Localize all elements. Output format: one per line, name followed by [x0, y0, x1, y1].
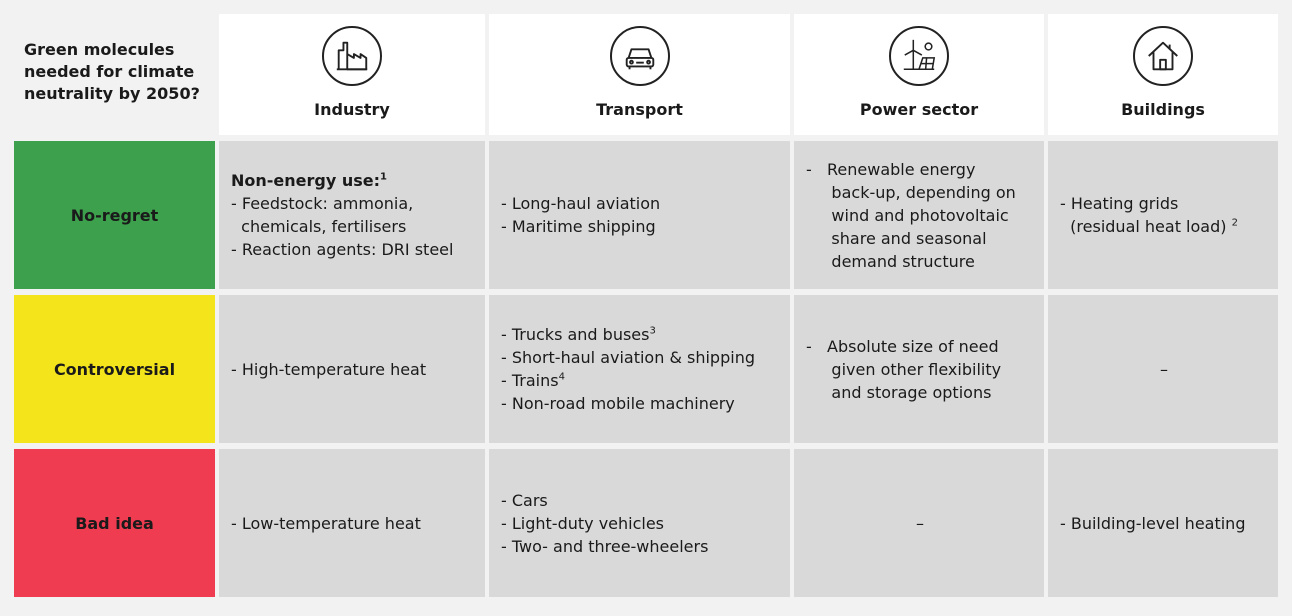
cell-bad-idea-transport — [489, 449, 790, 597]
cell-line: - Light-duty vehicles — [501, 513, 665, 533]
cell-line: - Short-haul aviation & shipping — [501, 348, 755, 367]
category-label: Bad idea — [75, 513, 154, 533]
category-bad-idea — [14, 449, 215, 597]
cell-line: chemicals, fertilisers — [231, 217, 407, 236]
cell-line: back-up, depending on — [806, 182, 1016, 202]
cell-controversial-power — [794, 295, 1044, 443]
question-header — [14, 14, 215, 135]
cell-dash: – — [1160, 359, 1168, 379]
factory-icon — [322, 26, 382, 86]
cell-line: - Low-temperature heat — [231, 513, 421, 533]
cell-line: share and seasonal — [806, 228, 987, 248]
cell-no-regret-power — [794, 141, 1044, 289]
cell-line: - Trucks and buses$^3$ — [501, 325, 656, 344]
cell-controversial-transport — [489, 295, 790, 443]
car-icon — [610, 26, 670, 86]
cell-line: - Renewable energy — [806, 159, 976, 179]
question-text: Green molecules needed for climate neutrality by 2050? — [24, 39, 200, 103]
sector-label-power: Power sector — [859, 100, 979, 119]
house-icon — [1133, 26, 1193, 86]
sector-label-transport: Transport — [596, 100, 683, 119]
cell-heading: Non-energy use:$^1$ — [231, 171, 387, 190]
sector-label-buildings: Buildings — [1121, 100, 1205, 119]
cell-line: - Two- and three-wheelers — [501, 536, 709, 556]
cell-line: - Feedstock: ammonia, — [231, 194, 414, 213]
category-label: Controversial — [53, 359, 176, 379]
wind-solar-icon — [889, 26, 949, 86]
cell-line: - High-temperature heat — [231, 359, 427, 379]
category-controversial — [14, 295, 215, 443]
cell-bad-idea-industry — [219, 449, 485, 597]
cell-line: - Building-level heating — [1060, 513, 1246, 533]
cell-controversial-buildings — [1048, 295, 1278, 443]
sector-label-industry: Industry — [314, 100, 390, 119]
cell-line: - Heating grids — [1060, 194, 1179, 213]
cell-line: and storage options — [806, 382, 992, 402]
header-transport — [489, 14, 790, 135]
cell-dash: – — [916, 513, 924, 533]
cell-line: - Trains$^4$ — [501, 371, 565, 390]
cell-no-regret-transport — [489, 141, 790, 289]
category-no-regret — [14, 141, 215, 289]
cell-line: - Maritime shipping — [501, 217, 656, 236]
cell-line: - Long-haul aviation — [501, 194, 661, 213]
category-label: No-regret — [70, 205, 159, 225]
cell-bad-idea-power — [794, 449, 1044, 597]
cell-line: given other flexibility — [806, 359, 1002, 379]
cell-line: - Non-road mobile machinery — [501, 394, 735, 413]
cell-line: - Absolute size of need — [806, 336, 999, 356]
cell-controversial-industry — [219, 295, 485, 443]
cell-bad-idea-buildings — [1048, 449, 1278, 597]
header-buildings — [1048, 14, 1278, 135]
cell-line: demand structure — [806, 251, 975, 271]
cell-no-regret-buildings — [1048, 141, 1278, 289]
cell-line: (residual heat load) $^2$ — [1060, 217, 1238, 236]
cell-line: - Cars — [501, 490, 548, 510]
green-molecules-table — [14, 14, 1278, 597]
cell-line: wind and photovoltaic — [806, 205, 1009, 225]
header-power-sector — [794, 14, 1044, 135]
cell-line: - Reaction agents: DRI steel — [231, 240, 454, 259]
cell-no-regret-industry — [219, 141, 485, 289]
header-industry — [219, 14, 485, 135]
